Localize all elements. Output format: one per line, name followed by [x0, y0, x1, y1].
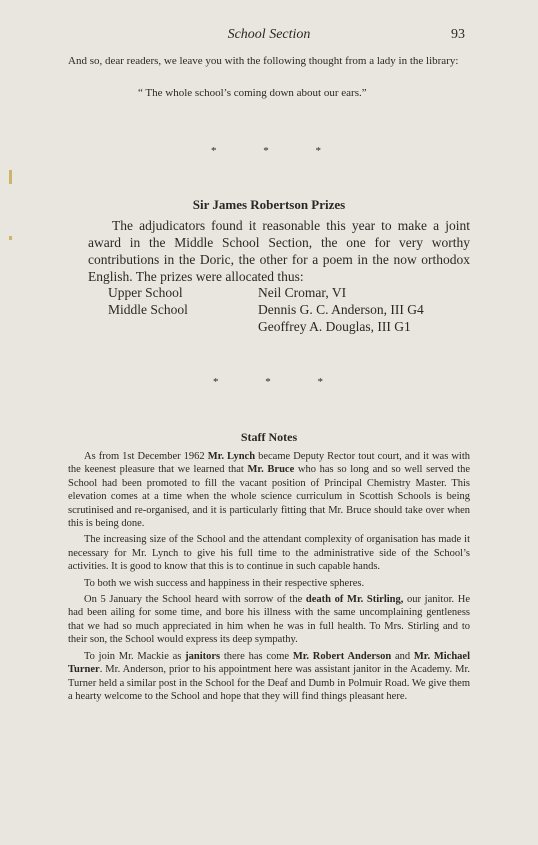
prizes-paragraph: The adjudicators found it reasonable this year to make a joint award in the Middle School Section, the one for very worthy contributions in the Doric, the other for a poem in the now orthodox English. The prizes were allocated thus:	[88, 218, 470, 284]
staff-paragraph: The increasing size of the School and the attendant complexity of organisation has made it necessary for Mr. Lynch to give his full time to the administrative side of the School’s activities. It is good to know that this is to continue in such capable hands.	[68, 534, 470, 573]
running-header: School Section	[227, 27, 311, 42]
margin-mark	[9, 170, 12, 184]
text-run: there has come	[220, 650, 293, 662]
staff-paragraph	[68, 593, 470, 647]
bold-name: Mr. Bruce	[247, 464, 295, 476]
bold-name: Mr. Robert Anderson	[292, 650, 392, 662]
staff-notes-heading: Staff Notes	[240, 430, 298, 444]
staff-paragraph	[68, 450, 470, 530]
prize-category: Upper School	[108, 285, 183, 300]
staff-paragraph	[68, 650, 470, 704]
text-run: To join Mr. Mackie as	[84, 650, 186, 662]
section-divider: * * *	[213, 376, 345, 388]
prize-category: Middle School	[108, 302, 188, 317]
staff-notes-body	[68, 450, 470, 706]
prize-winner: Geoffrey A. Douglas, III G1	[258, 319, 411, 334]
bold-name: janitors	[185, 650, 221, 662]
bold-name: death of Mr. Stirling,	[305, 594, 404, 606]
text-run: and	[391, 650, 414, 662]
text-run: As from 1st December 1962	[84, 451, 208, 462]
text-run: became Deputy Rector tout court, and it was with the keenest pleasure that we learned that	[68, 451, 470, 476]
text-run: . Mr. Anderson, prior to his appointment here was assistant janitor in the Academy. Mr. Turner held a similar post in the School for the Deaf and Dumb in Polmuir Road. We give them a hearty welcome to the School and hope that they will find things pleasant here.	[68, 664, 470, 702]
text-run: On 5 January the School heard with sorrow of the	[84, 594, 306, 606]
prize-winner: Neil Cromar, VI	[258, 285, 347, 300]
staff-paragraph: To both we wish success and happiness in their respective spheres.	[84, 577, 365, 589]
margin-mark	[9, 236, 12, 240]
bold-name: Mr. Michael Turner	[68, 650, 470, 676]
library-quote: “ The whole school’s coming down about our ears.”	[138, 87, 367, 99]
prizes-heading: Sir James Robertson Prizes	[192, 197, 346, 212]
section-divider: * * *	[211, 145, 343, 157]
text-run: who has so long and so well served the School had been promoted to fill the vacant position of Principal Chemistry Master. This elevation comes at a time when the whole science curriculum in Scottish Schools is being scrutinised and re-organised, and it is particularly fitting that Mr. Bruce should take over when this is being done.	[68, 464, 471, 530]
intro-text: And so, dear readers, we leave you with the following thought from a lady in the library:	[68, 55, 459, 67]
page-number: 93	[451, 27, 465, 42]
prize-winner: Dennis G. C. Anderson, III G4	[258, 302, 424, 317]
text-run: our janitor. He had been ailing for some time, and bore his illness with the same uncomplaining gentleness that we had so much appreciated in him when he was in full health. To Mrs. Stirling and to their son, the School would express its deep sympathy.	[68, 594, 471, 646]
bold-name: Mr. Lynch	[207, 451, 256, 462]
